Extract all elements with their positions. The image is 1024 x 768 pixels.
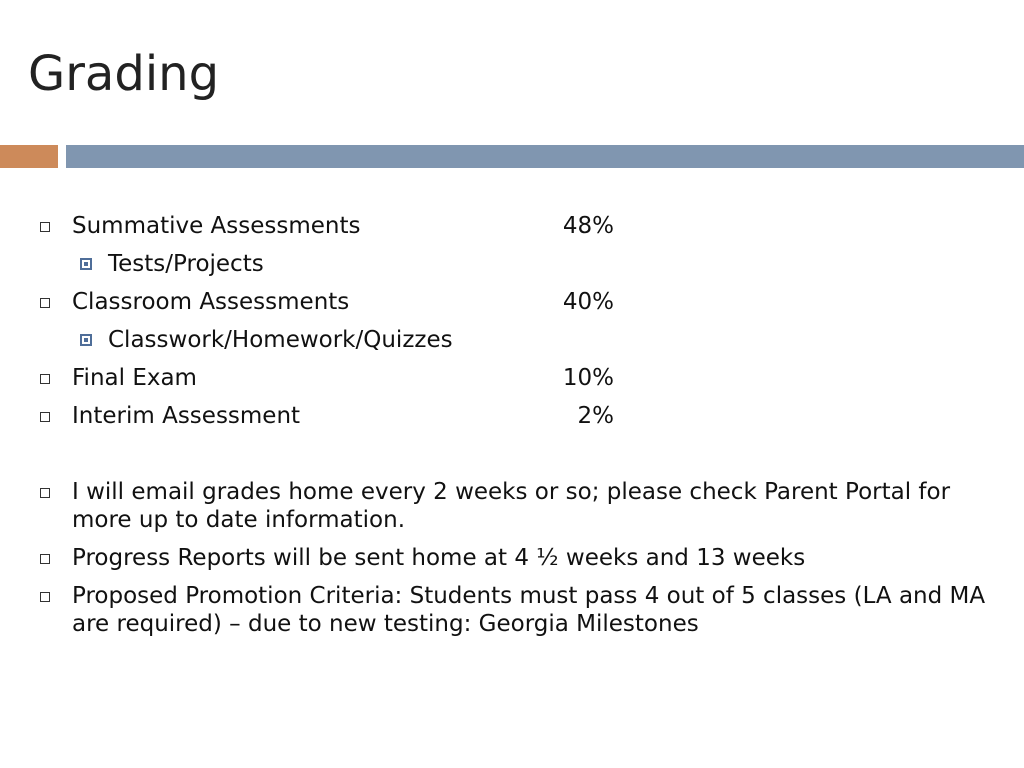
title-divider-bar [66,145,1024,168]
note-text: Proposed Promotion Criteria: Students must pass 4 out of 5 classes (LA and MA are required) – due to new testing: Georgia Milestones [72,583,986,637]
category-percent: 48% [562,213,614,239]
bullet-promotion-criteria [40,582,990,638]
category-percent: 40% [562,289,614,315]
bullet-progress-reports [40,544,990,572]
note-text: Progress Reports will be sent home at 4 ½ weeks and 13 weeks [72,545,806,571]
sub-item-label: Tests/Projects [108,251,264,277]
category-label: Final Exam [72,365,197,391]
sub-bullet-classwork [40,326,990,354]
slide-title: Grading [28,46,220,102]
category-label: Interim Assessment [72,403,301,429]
filled-square-bullet-icon [80,334,92,346]
sub-item-label: Classwork/Homework/Quizzes [108,327,453,353]
category-percent: 2% [577,403,614,429]
title-accent-bar [0,145,58,168]
note-text: I will email grades home every 2 weeks or so; please check Parent Portal for more up to date information. [72,479,951,533]
category-label: Classroom Assessments [72,289,350,315]
bullet-email-grades [40,478,990,534]
square-bullet-icon [40,554,50,564]
bullet-summative-assessments [40,212,990,240]
category-label: Summative Assessments [72,213,361,239]
sub-bullet-tests-projects [40,250,990,278]
square-bullet-icon [40,488,50,498]
square-bullet-icon [40,592,50,602]
square-bullet-icon [40,222,50,232]
bullet-final-exam [40,364,990,392]
bullet-classroom-assessments [40,288,990,316]
square-bullet-icon [40,412,50,422]
square-bullet-icon [40,298,50,308]
bullet-interim-assessment [40,402,990,430]
filled-square-bullet-icon [80,258,92,270]
slide-body [40,212,990,638]
square-bullet-icon [40,374,50,384]
category-percent: 10% [562,365,614,391]
